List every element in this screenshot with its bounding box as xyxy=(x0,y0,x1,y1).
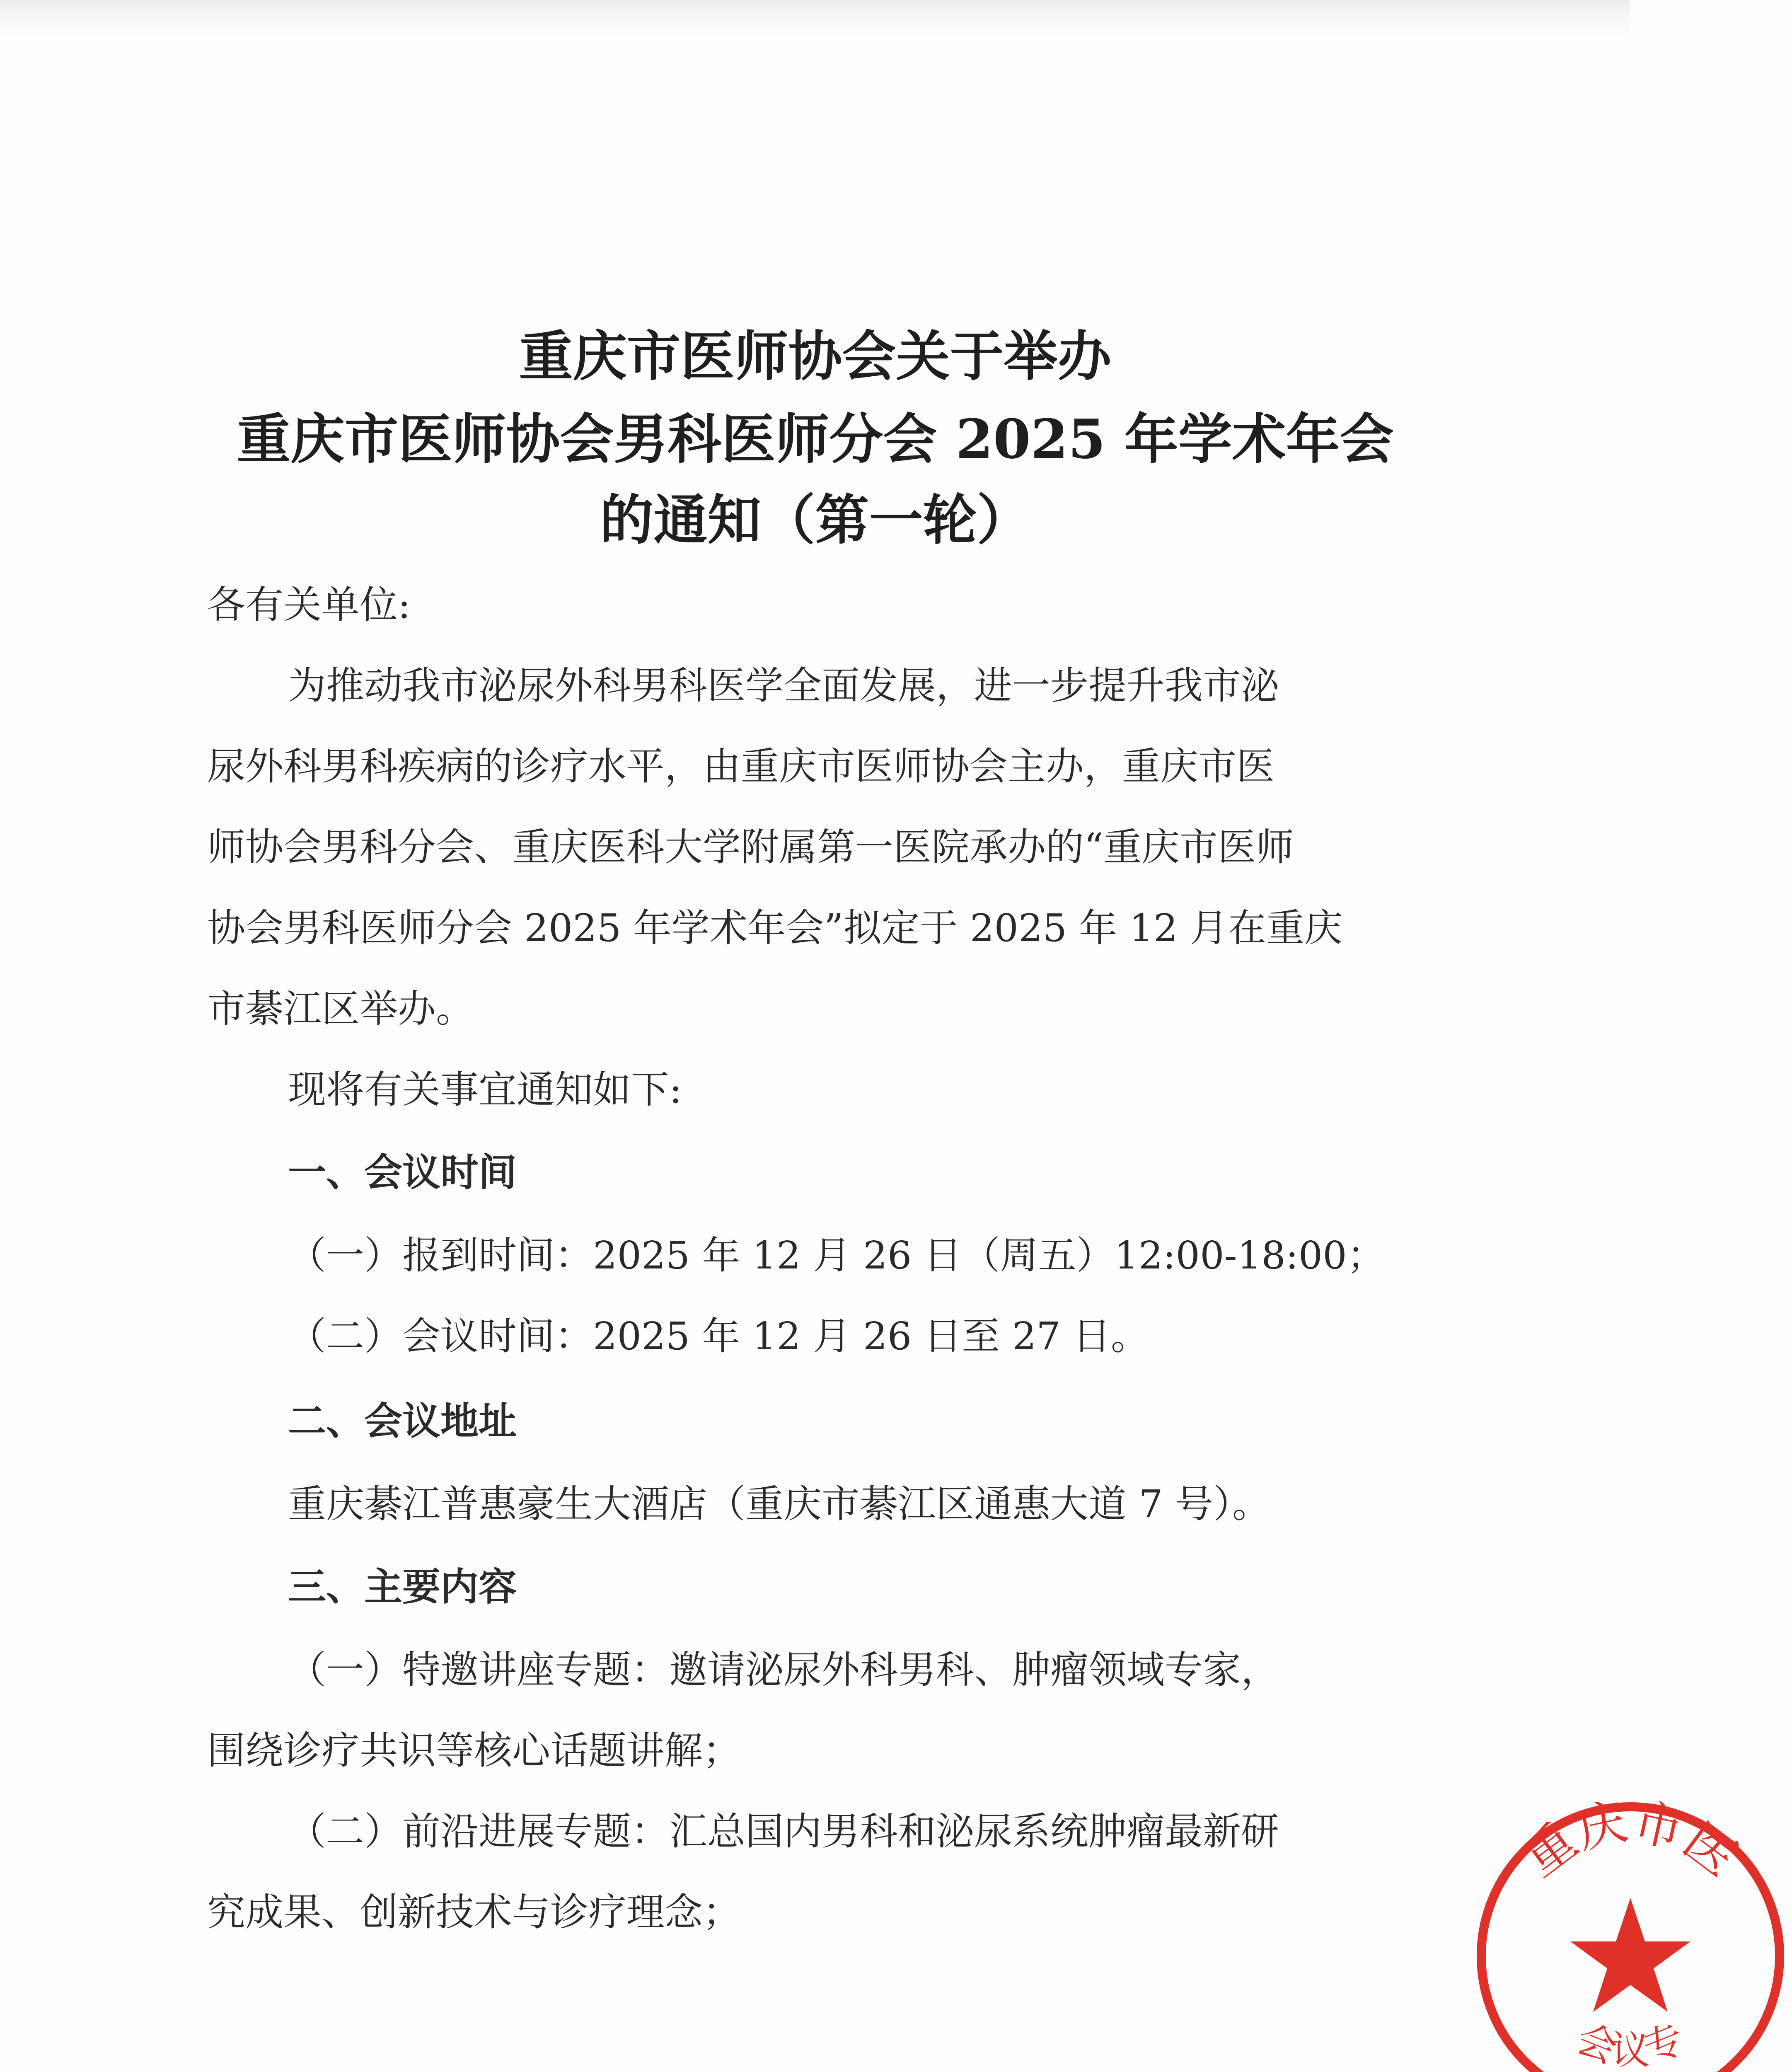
section-3-heading: 三、主要内容 xyxy=(288,1565,517,1609)
section-3-item-2-line-2: 究成果、创新技术与诊疗理念； xyxy=(207,1890,741,1934)
salutation: 各有关单位: xyxy=(207,583,411,627)
paragraph-1-line-3: 师协会男科分会、重庆医科大学附属第一医院承办的“重庆市医师 xyxy=(207,825,1294,869)
paragraph-1-line-2: 尿外科男科疾病的诊疗水平，由重庆市医师协会主办，重庆市医 xyxy=(207,744,1275,789)
seal-star-icon xyxy=(1570,1898,1690,2012)
official-seal xyxy=(1469,1794,1792,2072)
section-1-item-1: （一）报到时间：2025 年 12 月 26 日（周五）12:00-18:00； xyxy=(288,1233,1385,1278)
section-1-heading: 一、会议时间 xyxy=(288,1150,517,1195)
section-1-item-2: （二）会议时间：2025 年 12 月 26 日至 27 日。 xyxy=(288,1314,1149,1358)
paragraph-1-line-1: 为推动我市泌尿外科男科医学全面发展，进一步提升我市泌 xyxy=(288,663,1279,708)
paragraph-1-line-4: 协会男科医师分会 2025 年学术年会”拟定于 2025 年 12 月在重庆 xyxy=(207,906,1342,950)
title-line-3: 的通知（第一轮） xyxy=(600,488,1031,552)
seal-text-top: 重庆市医 xyxy=(1514,1794,1747,1888)
title-line-1: 重庆市医师协会关于举办 xyxy=(519,324,1112,388)
paragraph-1-line-5: 市綦江区举办。 xyxy=(207,987,474,1031)
seal-text-bottom: 会议专 xyxy=(1570,2015,1691,2072)
section-3-item-2-line-1: （二）前沿进展专题：汇总国内男科和泌尿系统肿瘤最新研 xyxy=(288,1809,1279,1854)
title-line-2: 重庆市医师协会男科医师分会 2025 年学术年会 xyxy=(237,407,1394,471)
section-2-text: 重庆綦江普惠豪生大酒店（重庆市綦江区通惠大道 7 号）。 xyxy=(288,1482,1271,1526)
section-3-item-1-line-1: （一）特邀讲座专题：邀请泌尿外科男科、肿瘤领域专家， xyxy=(288,1648,1279,1692)
section-2-heading: 二、会议地址 xyxy=(288,1399,517,1443)
section-3-item-1-line-2: 围绕诊疗共识等核心话题讲解； xyxy=(207,1728,741,1773)
paragraph-2: 现将有关事宜通知如下: xyxy=(288,1067,682,1112)
